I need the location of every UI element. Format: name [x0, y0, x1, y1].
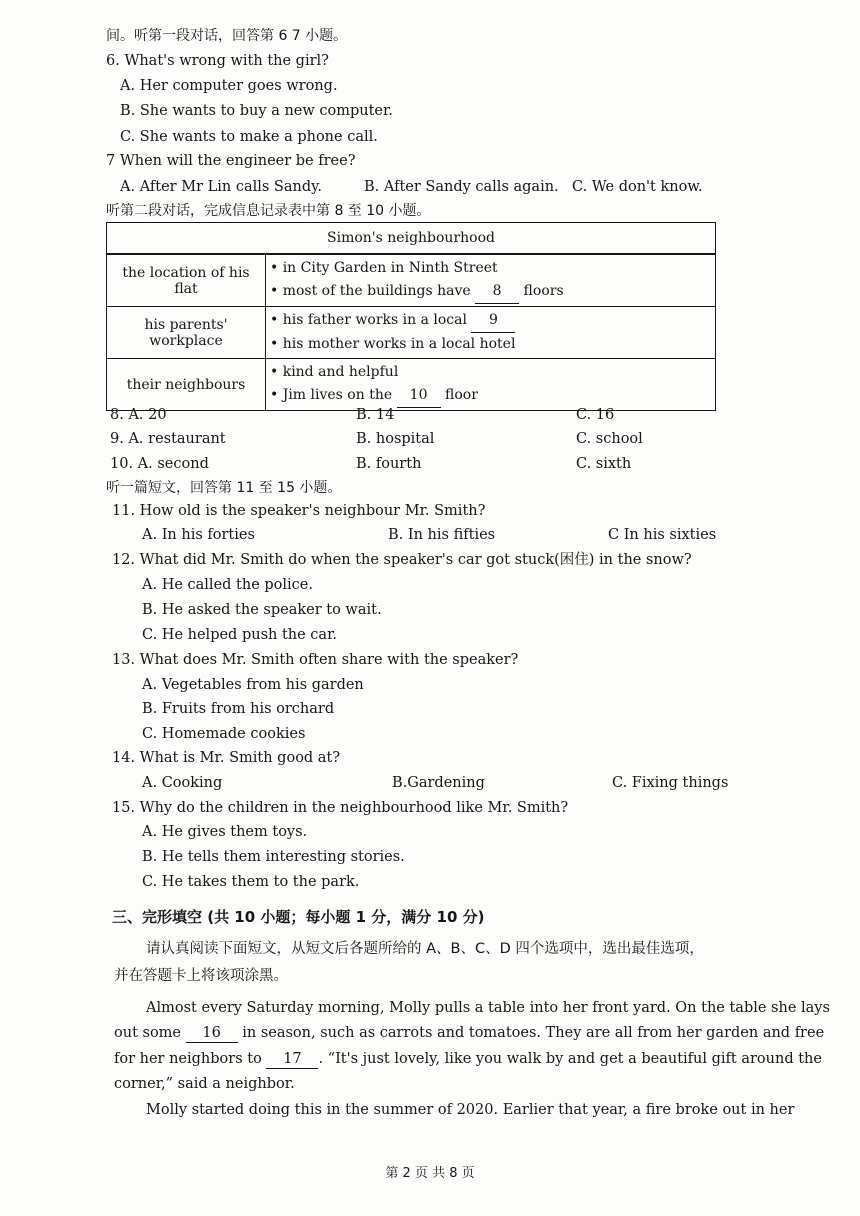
table-row-content [266, 307, 716, 359]
listening-intro-2: 听第二段对话，完成信息记录表中第 8 至 10 小题。 [106, 203, 431, 219]
question-12-stem: 12. What did Mr. Smith do when the speaker's car got stuck(困住) in the snow? [112, 552, 692, 568]
blank-10: 10 [397, 384, 441, 408]
question-8-option-a: 8. A. 20 [110, 407, 167, 423]
question-15-stem: 15. Why do the children in the neighbourhood like Mr. Smith? [112, 800, 569, 816]
question-15-option-c: C. He takes them to the park. [142, 874, 360, 890]
question-14-option-c: C. Fixing things [612, 775, 729, 791]
blank-17: 17 [266, 1050, 318, 1069]
question-9-option-b: B. hospital [356, 431, 435, 447]
question-12-option-a: A. He called the police. [142, 577, 313, 593]
section-instruction-line-1: 请认真阅读下面短文，从短文后各题所给的 A、B、C、D 四个选项中，选出最佳选项， [146, 941, 704, 957]
table-line: • his father works in a local 9 [270, 309, 711, 333]
table-title: Simon's neighbourhood [107, 223, 716, 255]
question-10-option-c: C. sixth [576, 456, 632, 472]
blank-16: 16 [186, 1024, 238, 1043]
listening-intro-1: 间。听第一段对话，回答第 6 7 小题。 [106, 28, 348, 44]
question-6-option-b: B. She wants to buy a new computer. [120, 103, 393, 119]
passage-line: out some 16 in season, such as carrots and tomatoes. They are all from her garden and free [114, 1025, 825, 1041]
table-line: • kind and helpful [270, 364, 399, 380]
listening-intro-3: 听一篇短文，回答第 11 至 15 小题。 [106, 480, 342, 496]
question-7-option-a: A. After Mr Lin calls Sandy. [120, 179, 322, 195]
question-7-option-b: B. After Sandy calls again. [364, 179, 559, 195]
table-line: • his mother works in a local hotel [270, 336, 516, 352]
blank-8: 8 [475, 280, 519, 304]
question-12-option-c: C. He helped push the car. [142, 627, 338, 643]
question-6-stem: 6. What's wrong with the girl? [106, 53, 329, 69]
question-13-option-c: C. Homemade cookies [142, 726, 306, 742]
question-13-stem: 13. What does Mr. Smith often share with the speaker? [112, 652, 519, 668]
question-14-option-b: B.Gardening [392, 775, 485, 791]
question-11-option-c: C In his sixties [608, 527, 717, 543]
table-line: • in City Garden in Ninth Street [270, 260, 498, 276]
table-row-content [266, 359, 716, 411]
question-9-option-a: 9. A. restaurant [110, 431, 226, 447]
table-row-label: their neighbours [107, 359, 266, 411]
blank-9: 9 [471, 309, 515, 333]
question-14-stem: 14. What is Mr. Smith good at? [112, 750, 341, 766]
page-footer: 第 2 页 共 8 页 [385, 1166, 475, 1181]
question-11-stem: 11. How old is the speaker's neighbour Mr. Smith? [112, 503, 486, 519]
passage-line: Molly started doing this in the summer of 2020. Earlier that year, a fire broke out in her [146, 1102, 795, 1118]
question-7-option-c: C. We don't know. [572, 179, 703, 195]
question-15-option-b: B. He tells them interesting stories. [142, 849, 405, 865]
question-10-option-a: 10. A. second [110, 456, 209, 472]
question-8-option-c: C. 16 [576, 407, 615, 423]
table-row-label: the location of his flat [107, 254, 266, 307]
question-15-option-a: A. He gives them toys. [142, 824, 308, 840]
question-10-option-b: B. fourth [356, 456, 422, 472]
question-13-option-b: B. Fruits from his orchard [142, 701, 335, 717]
question-11-option-b: B. In his fifties [388, 527, 496, 543]
passage-line: corner,” said a neighbor. [114, 1076, 295, 1092]
question-13-option-a: A. Vegetables from his garden [142, 677, 364, 693]
info-record-table [106, 222, 716, 411]
question-9-option-c: C. school [576, 431, 643, 447]
table-row-label: his parents' workplace [107, 307, 266, 359]
table-row-content [266, 254, 716, 307]
question-12-option-b: B. He asked the speaker to wait. [142, 602, 382, 618]
question-6-option-a: A. Her computer goes wrong. [120, 78, 338, 94]
section-instruction-line-2: 并在答题卡上将该项涂黑。 [114, 968, 288, 984]
table-line: • Jim lives on the 10 floor [270, 384, 711, 408]
question-8-option-b: B. 14 [356, 407, 395, 423]
section-heading: 三、完形填空 (共 10 小题；每小题 1 分，满分 10 分) [112, 908, 485, 926]
question-6-option-c: C. She wants to make a phone call. [120, 129, 378, 145]
question-7-stem: 7 When will the engineer be free? [106, 153, 356, 169]
table-line: • most of the buildings have 8 floors [270, 280, 711, 304]
question-14-option-a: A. Cooking [142, 775, 223, 791]
passage-line: for her neighbors to 17 . “It's just lovely, like you walk by and get a beautiful gift around the [114, 1051, 822, 1067]
question-11-option-a: A. In his forties [142, 527, 255, 543]
passage-line: Almost every Saturday morning, Molly pulls a table into her front yard. On the table she lays [146, 1000, 830, 1016]
